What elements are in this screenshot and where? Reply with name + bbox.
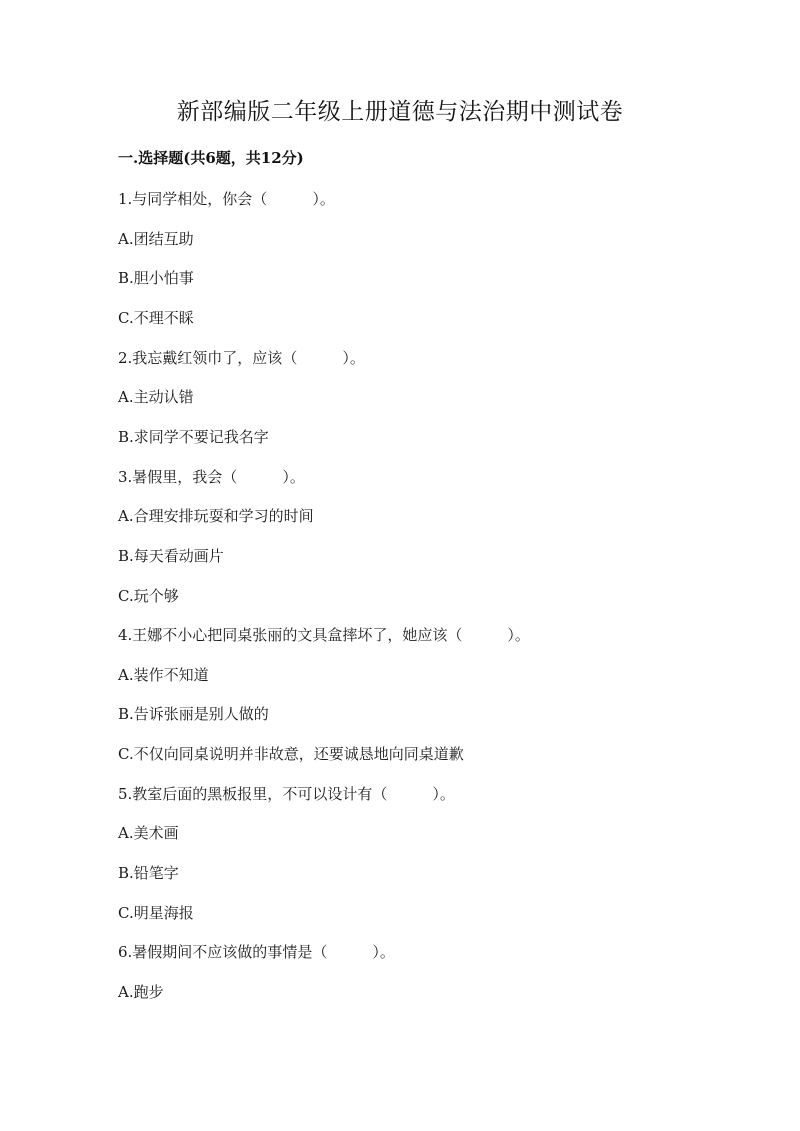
option-3c: C.玩个够: [118, 587, 179, 605]
option-4c: C.不仅向同桌说明并非故意，还要诚恳地向同桌道歉: [118, 745, 464, 763]
option-4a: A.装作不知道: [118, 666, 209, 684]
option-2a: A.主动认错: [118, 388, 194, 406]
option-1c: C.不理不睬: [118, 309, 194, 327]
option-6a: A.跑步: [118, 983, 164, 1001]
option-5c: C.明星海报: [118, 904, 194, 922]
question-4: 4.王娜不小心把同桌张丽的文具盒摔坏了，她应该（ ）。: [118, 626, 530, 644]
question-1: 1.与同学相处，你会（ ）。: [118, 190, 335, 208]
section-heading: 一.选择题(共6题，共12分): [118, 149, 304, 167]
option-3b: B.每天看动画片: [118, 547, 224, 565]
option-4b: B.告诉张丽是别人做的: [118, 705, 269, 723]
question-2: 2.我忘戴红领巾了，应该（ ）。: [118, 349, 365, 367]
option-2b: B.求同学不要记我名字: [118, 428, 269, 446]
option-5b: B.铅笔字: [118, 864, 179, 882]
question-5: 5.教室后面的黑板报里，不可以设计有（ ）。: [118, 785, 455, 803]
question-6: 6.暑假期间不应该做的事情是（ ）。: [118, 943, 395, 961]
option-1a: A.团结互助: [118, 230, 194, 248]
option-5a: A.美术画: [118, 824, 179, 842]
page-title: 新部编版二年级上册道德与法治期中测试卷: [176, 99, 624, 125]
question-3: 3.暑假里，我会（ ）。: [118, 468, 305, 486]
option-1b: B.胆小怕事: [118, 269, 194, 287]
option-3a: A.合理安排玩耍和学习的时间: [118, 507, 314, 525]
